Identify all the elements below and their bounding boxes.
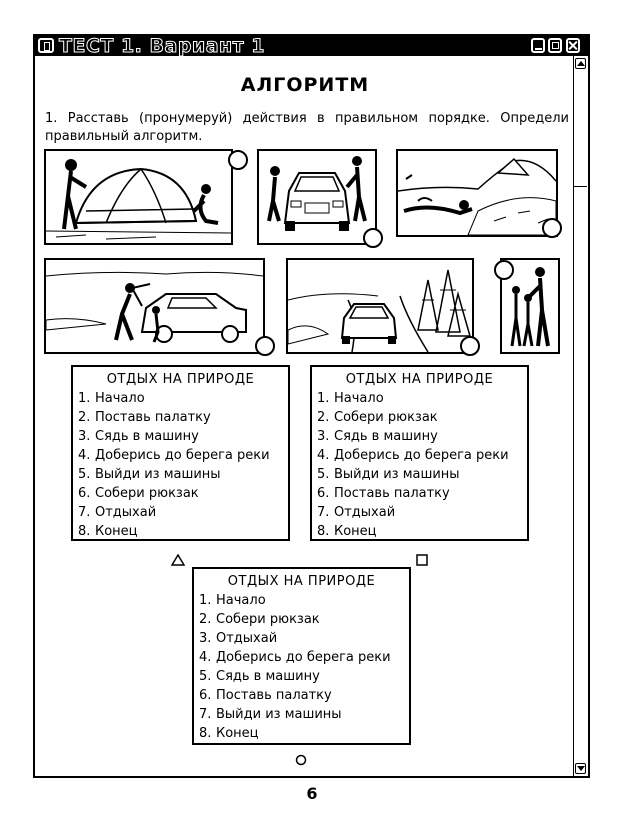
task-text: 1. Расставь (пронумеруй) действия в правильном порядке. Определи правильный алгоритм. bbox=[45, 111, 569, 144]
car-front-picture bbox=[257, 149, 377, 245]
list-item: 4. Доберись до берега реки bbox=[317, 448, 509, 463]
list-item: 7. Отдыхай bbox=[317, 505, 396, 520]
list-item: 2. Собери рюкзак bbox=[317, 410, 438, 425]
page-number: 6 bbox=[306, 784, 318, 803]
list-item: 3. Отдыхай bbox=[199, 631, 278, 646]
list-item: 7. Отдыхай bbox=[78, 505, 157, 520]
scroll-up-icon[interactable] bbox=[575, 58, 586, 69]
maximize-icon[interactable] bbox=[548, 38, 562, 53]
list-item: 2. Собери рюкзак bbox=[199, 612, 320, 627]
list-title: ОТДЫХ НА ПРИРОДЕ bbox=[106, 372, 255, 387]
list-item: 1. Начало bbox=[199, 593, 266, 608]
title-bar bbox=[35, 36, 588, 56]
algorithm-list-1 bbox=[71, 365, 290, 541]
minimize-icon[interactable] bbox=[531, 38, 545, 53]
list-item: 2. Поставь палатку bbox=[78, 410, 211, 425]
list-item: 8. Конец bbox=[317, 524, 377, 539]
vertical-scrollbar[interactable] bbox=[573, 56, 588, 776]
square-mark[interactable] bbox=[416, 554, 428, 566]
list-item: 1. Начало bbox=[317, 391, 384, 406]
test-window bbox=[33, 34, 590, 778]
family-order-circle[interactable] bbox=[494, 260, 514, 280]
list-item: 8. Конец bbox=[199, 726, 259, 741]
algorithm-list-2 bbox=[310, 365, 529, 541]
window-title: ТЕСТ 1. Вариант 1 bbox=[59, 35, 266, 57]
list-item: 6. Поставь палатку bbox=[317, 486, 450, 501]
list-item: 7. Выйди из машины bbox=[199, 707, 342, 722]
list-item: 1. Начало bbox=[78, 391, 145, 406]
list-item: 8. Конец bbox=[78, 524, 138, 539]
car-trunk-picture bbox=[44, 258, 265, 354]
car-front-order-circle[interactable] bbox=[363, 228, 383, 248]
list-item: 3. Сядь в машину bbox=[78, 429, 199, 444]
river-picture bbox=[396, 149, 558, 237]
list-item: 4. Доберись до берега реки bbox=[78, 448, 270, 463]
scrollbar-thumb[interactable] bbox=[574, 186, 587, 193]
list-item: 5. Выйди из машины bbox=[317, 467, 460, 482]
triangle-mark[interactable] bbox=[171, 554, 185, 566]
list-title: ОТДЫХ НА ПРИРОДЕ bbox=[345, 372, 494, 387]
tent-picture bbox=[44, 149, 233, 245]
close-icon[interactable] bbox=[566, 38, 580, 53]
list-item: 4. Доберись до берега реки bbox=[199, 650, 391, 665]
page-title: АЛГОРИТМ bbox=[240, 74, 370, 96]
circle-mark[interactable] bbox=[295, 754, 307, 766]
list-item: 5. Выйди из машины bbox=[78, 467, 221, 482]
list-item: 5. Сядь в машину bbox=[199, 669, 320, 684]
tent-order-circle[interactable] bbox=[228, 150, 248, 170]
road-order-circle[interactable] bbox=[460, 336, 480, 356]
notebook-icon[interactable] bbox=[38, 38, 54, 53]
road-picture bbox=[286, 258, 474, 354]
list-item: 3. Сядь в машину bbox=[317, 429, 438, 444]
river-order-circle[interactable] bbox=[542, 218, 562, 238]
scroll-down-icon[interactable] bbox=[575, 763, 586, 774]
list-title: ОТДЫХ НА ПРИРОДЕ bbox=[227, 574, 376, 589]
car-trunk-order-circle[interactable] bbox=[255, 336, 275, 356]
algorithm-list-3 bbox=[192, 567, 411, 745]
list-item: 6. Поставь палатку bbox=[199, 688, 332, 703]
list-item: 6. Собери рюкзак bbox=[78, 486, 199, 501]
